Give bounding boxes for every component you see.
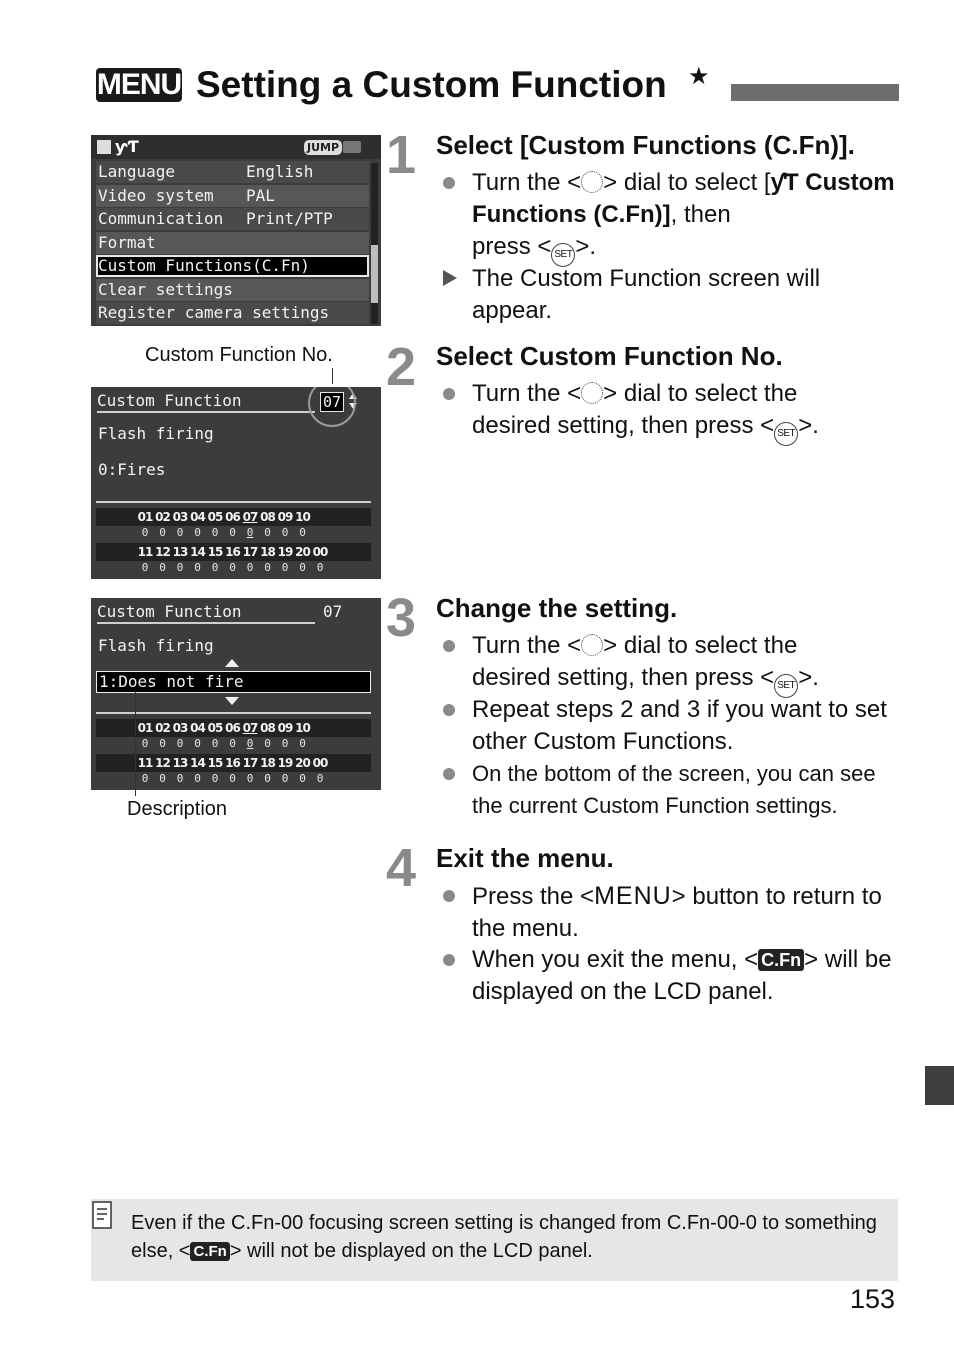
step1-instruction <box>472 167 917 267</box>
cf-grid-number: 07 <box>242 721 258 735</box>
cf-grid-value: 0 <box>194 737 201 750</box>
menu-item-value: English <box>246 162 314 181</box>
cf-grid-value: 0 <box>299 561 306 574</box>
step1-result: The Custom Function screen will appear. <box>472 265 821 324</box>
page-title: Setting a Custom Function <box>196 64 667 105</box>
cf-grid-value: 0 <box>246 561 254 574</box>
menu-item-communication[interactable] <box>96 208 369 230</box>
menu-item-label: Language <box>98 162 176 181</box>
bullet-icon <box>443 704 455 716</box>
text-segment: > dial to select [ <box>603 169 771 196</box>
cf-grid-number: 19 <box>277 756 293 770</box>
text-segment: desired setting, then press < <box>472 664 775 691</box>
cf-number: 07 <box>323 602 343 621</box>
menu-scrollbar-thumb[interactable] <box>371 245 378 303</box>
step3-bottom-screen: On the bottom of the screen, you can see the current Custom Function settings. <box>472 761 876 818</box>
cf-grid-value: 0 <box>176 737 184 750</box>
text-segment: > dial to select the <box>603 380 798 407</box>
text-segment: press < <box>472 233 552 260</box>
cf-grid-value: 0 <box>159 526 166 539</box>
bullet-icon <box>443 177 455 189</box>
menu-item-value: Print/PTP <box>246 209 333 228</box>
cf-divider <box>96 712 371 714</box>
text-segment: desired setting, then press < <box>472 412 775 439</box>
set-button-icon: SET <box>774 674 798 698</box>
set-button-icon: SET <box>551 243 575 267</box>
step-number-3: 3 <box>386 588 417 648</box>
cf-grid-value: 0 <box>194 526 201 539</box>
cf-grid-number: 06 <box>225 510 240 524</box>
cf-grid-value: 0 <box>316 561 324 574</box>
cf-number-box[interactable]: 07 <box>320 392 344 412</box>
cf-grid-number: 09 <box>277 721 293 735</box>
cf-screen-title: Custom Function <box>97 391 315 413</box>
cf-function-name: Flash firing <box>98 636 214 655</box>
menu-item-value: PAL <box>246 186 275 205</box>
cfn-icon: C.Fn <box>758 949 804 971</box>
menu-item-label: Clear settings <box>98 280 233 299</box>
cf-grid-value: 0 <box>229 772 236 785</box>
cf-grid-value: 0 <box>246 526 254 539</box>
cf-divider <box>96 501 371 503</box>
lcd-screen-setup-menu <box>91 135 381 326</box>
step2-instruction <box>472 378 917 446</box>
menu-item-label: Custom Functions(C.Fn) <box>98 256 310 275</box>
text-segment: > will be displayed on the LCD panel. <box>472 946 892 1005</box>
cf-grid-value: 0 <box>141 561 149 574</box>
menu-item-language[interactable] <box>96 161 369 183</box>
text-segment: When you exit the menu, < <box>472 946 759 973</box>
cf-grid-value: 0 <box>246 772 254 785</box>
bullet-icon <box>443 954 455 966</box>
cf-grid-number: 05 <box>207 721 223 735</box>
text-segment: Even if the C.Fn-00 focusing screen setting is changed from C.Fn-00-0 to something else, < <box>131 1212 877 1262</box>
cf-grid-value: 0 <box>194 772 201 785</box>
step-heading-1: Select [Custom Functions (C.Fn)]. <box>436 130 855 160</box>
cf-grid-number: 02 <box>155 510 170 524</box>
cf-grid-value: 0 <box>211 561 219 574</box>
cf-grid-value: 0 <box>229 526 236 539</box>
cf-grid-number: 03 <box>172 510 188 524</box>
main-dial-icon <box>581 171 603 193</box>
bullet-icon <box>443 768 455 780</box>
cf-grid-number: 12 <box>155 545 170 559</box>
text-segment: >. <box>798 412 819 439</box>
step-number-4: 4 <box>386 838 417 898</box>
cf-grid-number: 08 <box>260 721 275 735</box>
text-segment: Turn the < <box>472 380 582 407</box>
cf-grid-number: 14 <box>190 756 205 770</box>
cf-grid-number: 16 <box>225 545 240 559</box>
main-dial-icon <box>581 634 603 656</box>
text-segment: >. <box>575 233 597 260</box>
cf-grid-value: 0 <box>299 526 306 539</box>
menu-button-label: MENU <box>594 882 672 910</box>
cf-grid-number: 19 <box>277 545 293 559</box>
menu-item-label: Format <box>98 233 156 252</box>
menu-item-label: Communication <box>98 209 224 228</box>
setting-down-arrow-icon <box>225 697 239 705</box>
caption-custom-function-no: Custom Function No. <box>145 344 333 366</box>
cf-grid-number: 04 <box>190 721 205 735</box>
step4-lcd-display <box>472 944 897 1008</box>
note-text <box>131 1209 891 1265</box>
cf-grid-number: 01 <box>137 721 153 735</box>
step4-instruction <box>472 880 892 945</box>
step-heading-4: Exit the menu. <box>436 843 614 873</box>
cf-grid-value: 0 <box>176 772 184 785</box>
cf-grid-number: 15 <box>207 756 223 770</box>
advanced-star-icon: ★ <box>688 63 710 90</box>
cf-grid-number: 10 <box>295 721 310 735</box>
cf-grid-number: 07 <box>242 510 258 524</box>
cf-grid-number: 11 <box>137 545 153 559</box>
cf-grid-value: 0 <box>299 772 306 785</box>
chapter-side-tab <box>925 1066 954 1105</box>
step-number-2: 2 <box>386 337 417 397</box>
menu-badge-icon: MENU <box>96 68 182 101</box>
bullet-icon <box>443 388 455 400</box>
tool-tab-icon: ƴƬ <box>770 169 799 196</box>
text-segment: , then <box>670 201 731 228</box>
cf-settings-grid <box>96 504 371 576</box>
cf-grid-value: 0 <box>194 561 201 574</box>
cf-number-highlight-circle <box>308 387 356 427</box>
setup-tab-icon <box>97 140 111 154</box>
menu-item-video-system[interactable] <box>96 185 369 207</box>
camera-tab-icon <box>343 141 361 153</box>
text-segment: Turn the < <box>472 169 582 196</box>
cf-grid-number: 14 <box>190 545 205 559</box>
cf-grid-value: 0 <box>229 737 236 750</box>
cf-grid-number: 05 <box>207 510 223 524</box>
lcd-screen-custom-function-select <box>91 387 381 579</box>
cf-grid-value: 0 <box>264 561 271 574</box>
cf-grid-number: 16 <box>225 756 240 770</box>
cf-grid-number: 20 <box>295 545 310 559</box>
cf-grid-value: 0 <box>159 772 166 785</box>
step-heading-3: Change the setting. <box>436 593 678 623</box>
cf-grid-number: 08 <box>260 510 275 524</box>
title-rule <box>731 84 899 101</box>
cf-grid-value: 0 <box>211 526 219 539</box>
cfn-icon: C.Fn <box>190 1242 229 1261</box>
cf-grid-value: 0 <box>211 737 219 750</box>
cf-screen-title: Custom Function <box>97 602 315 624</box>
cf-function-setting: 0:Fires <box>98 460 166 479</box>
menu-item-clear-settings[interactable] <box>96 279 369 301</box>
menu-item-label: Video system <box>98 186 214 205</box>
tool-tab-icon: ƴƬ <box>115 137 139 156</box>
cf-grid-number: 17 <box>242 545 258 559</box>
cf-grid-value: 0 <box>176 561 184 574</box>
cf-grid-number: 03 <box>172 721 188 735</box>
menu-item-register-camera-settings[interactable] <box>96 302 369 324</box>
jump-badge: JUMP <box>304 140 342 155</box>
cf-grid-value: 0 <box>281 772 289 785</box>
cf-function-name: Flash firing <box>98 424 214 443</box>
caption-description: Description <box>127 798 228 820</box>
cf-grid-number: 02 <box>155 721 170 735</box>
cf-grid-value: 0 <box>299 737 306 750</box>
cf-grid-value: 0 <box>141 737 149 750</box>
cf-setting-selected[interactable]: 1:Does not fire <box>96 671 371 693</box>
cf-grid-value: 0 <box>176 526 184 539</box>
text-segment: Press the < <box>472 883 595 910</box>
cf-grid-number: 06 <box>225 721 240 735</box>
bullet-icon <box>443 640 455 652</box>
cf-grid-number: 20 <box>295 756 310 770</box>
cf-grid-value: 0 <box>281 737 289 750</box>
setting-up-arrow-icon <box>225 659 239 667</box>
menu-item-label: Register camera settings <box>98 303 330 322</box>
step-heading-2: Select Custom Function No. <box>436 341 783 371</box>
text-segment-bold: Custom Functions (C.Fn)] <box>472 169 895 228</box>
step-number-1: 1 <box>386 125 417 185</box>
cf-grid-value: 0 <box>264 737 271 750</box>
text-segment: > dial to select the <box>603 632 798 659</box>
cf-grid-number: 17 <box>242 756 258 770</box>
cf-grid-value: 0 <box>264 526 271 539</box>
cf-grid-value: 0 <box>141 772 149 785</box>
step3-repeat: Repeat steps 2 and 3 if you want to set other Custom Functions. <box>472 696 887 755</box>
cf-grid-value: 0 <box>229 561 236 574</box>
page-number: 153 <box>850 1284 896 1314</box>
text-segment: Turn the < <box>472 632 582 659</box>
cf-grid-number: 18 <box>260 545 275 559</box>
cf-grid-number: 18 <box>260 756 275 770</box>
cf-grid-number: 15 <box>207 545 223 559</box>
menu-item-custom-functions[interactable] <box>96 255 369 277</box>
caption-leader-line <box>135 692 136 796</box>
step3-instruction <box>472 630 917 698</box>
cf-grid-number: 11 <box>137 756 153 770</box>
cf-grid-value: 0 <box>159 561 166 574</box>
cf-grid-number: 01 <box>137 510 153 524</box>
cf-grid-value: 0 <box>281 561 289 574</box>
cf-grid-number: 00 <box>312 756 328 770</box>
caption-leader-line <box>332 368 333 384</box>
cf-grid-value: 0 <box>246 737 254 750</box>
result-arrow-icon <box>443 270 457 286</box>
cf-grid-number: 13 <box>172 756 188 770</box>
text-segment: > button to return to the menu. <box>472 883 882 942</box>
cf-grid-number: 10 <box>295 510 310 524</box>
main-dial-icon <box>581 382 603 404</box>
bullet-icon <box>443 890 455 902</box>
set-button-icon: SET <box>774 422 798 446</box>
cf-grid-number: 13 <box>172 545 188 559</box>
cf-grid-value: 0 <box>211 772 219 785</box>
cf-settings-grid <box>96 715 371 787</box>
text-segment: >. <box>798 664 819 691</box>
cf-grid-value: 0 <box>316 772 324 785</box>
menu-item-format[interactable] <box>96 232 369 254</box>
cf-grid-value: 0 <box>264 772 271 785</box>
text-segment: > will not be displayed on the LCD panel. <box>229 1240 593 1262</box>
cf-grid-number: 04 <box>190 510 205 524</box>
cf-grid-number: 09 <box>277 510 293 524</box>
cf-grid-value: 0 <box>159 737 166 750</box>
cf-grid-number: 12 <box>155 756 170 770</box>
cf-grid-number: 00 <box>312 545 328 559</box>
note-icon <box>92 1201 112 1229</box>
cf-grid-value: 0 <box>281 526 289 539</box>
cf-grid-value: 0 <box>141 526 149 539</box>
